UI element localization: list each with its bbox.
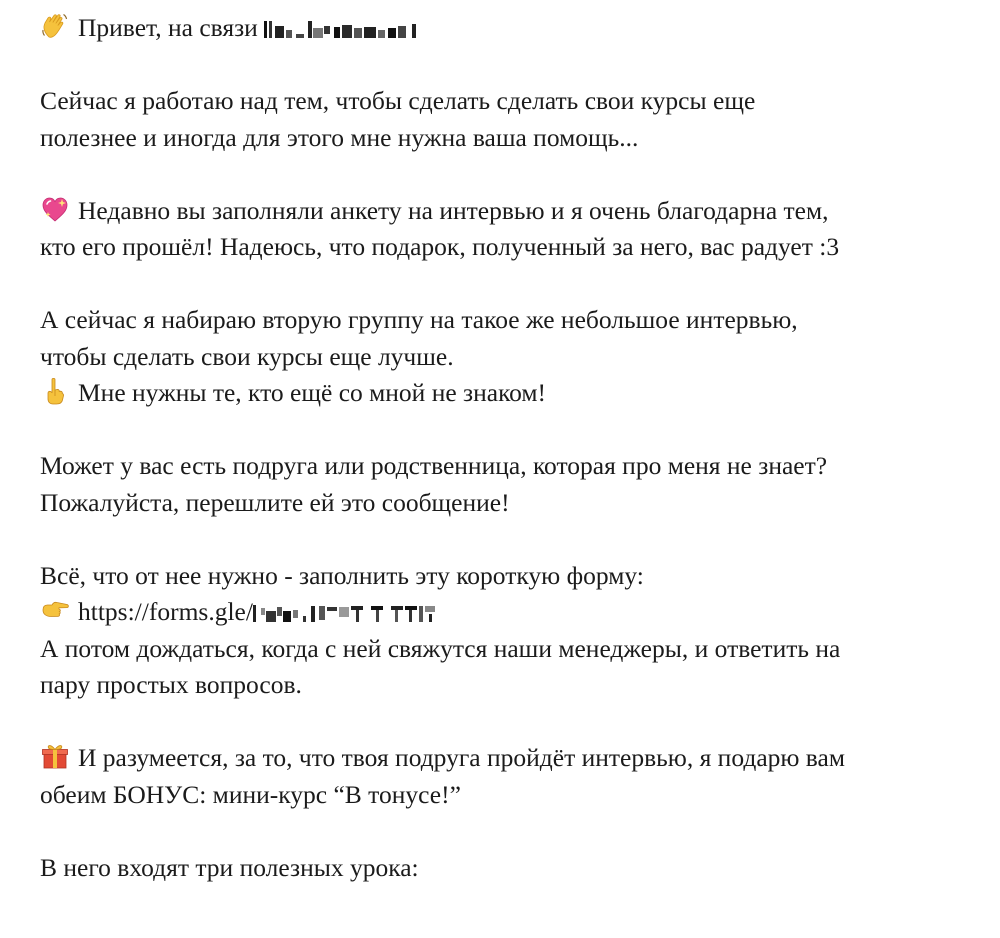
wrapped-gift-icon	[40, 741, 70, 771]
message-body	[40, 10, 990, 886]
paragraph-3-line-3	[40, 375, 990, 412]
paragraph-3-line-3-text: Мне нужны те, кто ещё со мной не знаком!	[78, 378, 547, 407]
form-link-line	[40, 594, 990, 631]
greeting-text: Привет, на связи	[78, 13, 265, 42]
paragraph-6-line-2: обеим БОНУС: мини-курс “В тонусе!”	[40, 779, 461, 809]
paragraph-3-line-1: А сейчас я набираю вторую группу на такое же небольшое интервью,	[40, 305, 798, 334]
paragraph-6-line-1	[40, 740, 990, 777]
spacer	[40, 47, 990, 84]
waving-hand-icon	[40, 11, 70, 41]
spacer	[40, 266, 990, 303]
paragraph-1-line-2: полезнее и иногда для этого мне нужна ваша помощь...	[40, 122, 639, 152]
paragraph-2-line-2: кто его прошёл! Надеюсь, что подарок, полученный за него, вас радует :3	[40, 232, 840, 261]
paragraph-3-line-2: чтобы сделать свои курсы еще лучше.	[40, 341, 454, 371]
sparkling-heart-icon	[40, 194, 70, 224]
index-pointing-up-icon	[40, 376, 70, 406]
spacer	[40, 704, 990, 741]
paragraph-2-line-1	[40, 193, 990, 230]
paragraph-4-line-2: Пожалуйста, перешлите ей это сообщение!	[40, 487, 510, 517]
redacted-form-id	[253, 602, 523, 624]
form-link[interactable]: https://forms.gle/	[78, 597, 253, 626]
paragraph-2-line-1-text: Недавно вы заполняли анкету на интервью и я очень благодарна тем,	[78, 195, 829, 225]
spacer	[40, 412, 990, 449]
spacer	[40, 521, 990, 558]
paragraph-5-line-1: Всё, что от нее нужно - заполнить эту короткую форму:	[40, 560, 644, 590]
paragraph-4-line-1: Может у вас есть подруга или родственница, которая про меня не знает?	[40, 451, 828, 480]
paragraph-5-line-4: пару простых вопросов.	[40, 670, 302, 699]
spacer	[40, 813, 990, 850]
greeting-line	[40, 10, 990, 47]
paragraph-6-line-1-text: И разумеется, за то, что твоя подруга пройдёт интервью, я подарю вам	[78, 743, 845, 772]
paragraph-5-line-3: А потом дождаться, когда с ней свяжутся наши менеджеры, и ответить на	[40, 633, 841, 663]
paragraph-7-line-1: В него входят три полезных урока:	[40, 852, 419, 882]
redacted-sender-name	[264, 18, 462, 40]
spacer	[40, 156, 990, 193]
paragraph-1-line-1: Сейчас я работаю над тем, чтобы сделать сделать свои курсы еще	[40, 86, 756, 115]
backhand-index-pointing-right-icon	[40, 595, 70, 625]
